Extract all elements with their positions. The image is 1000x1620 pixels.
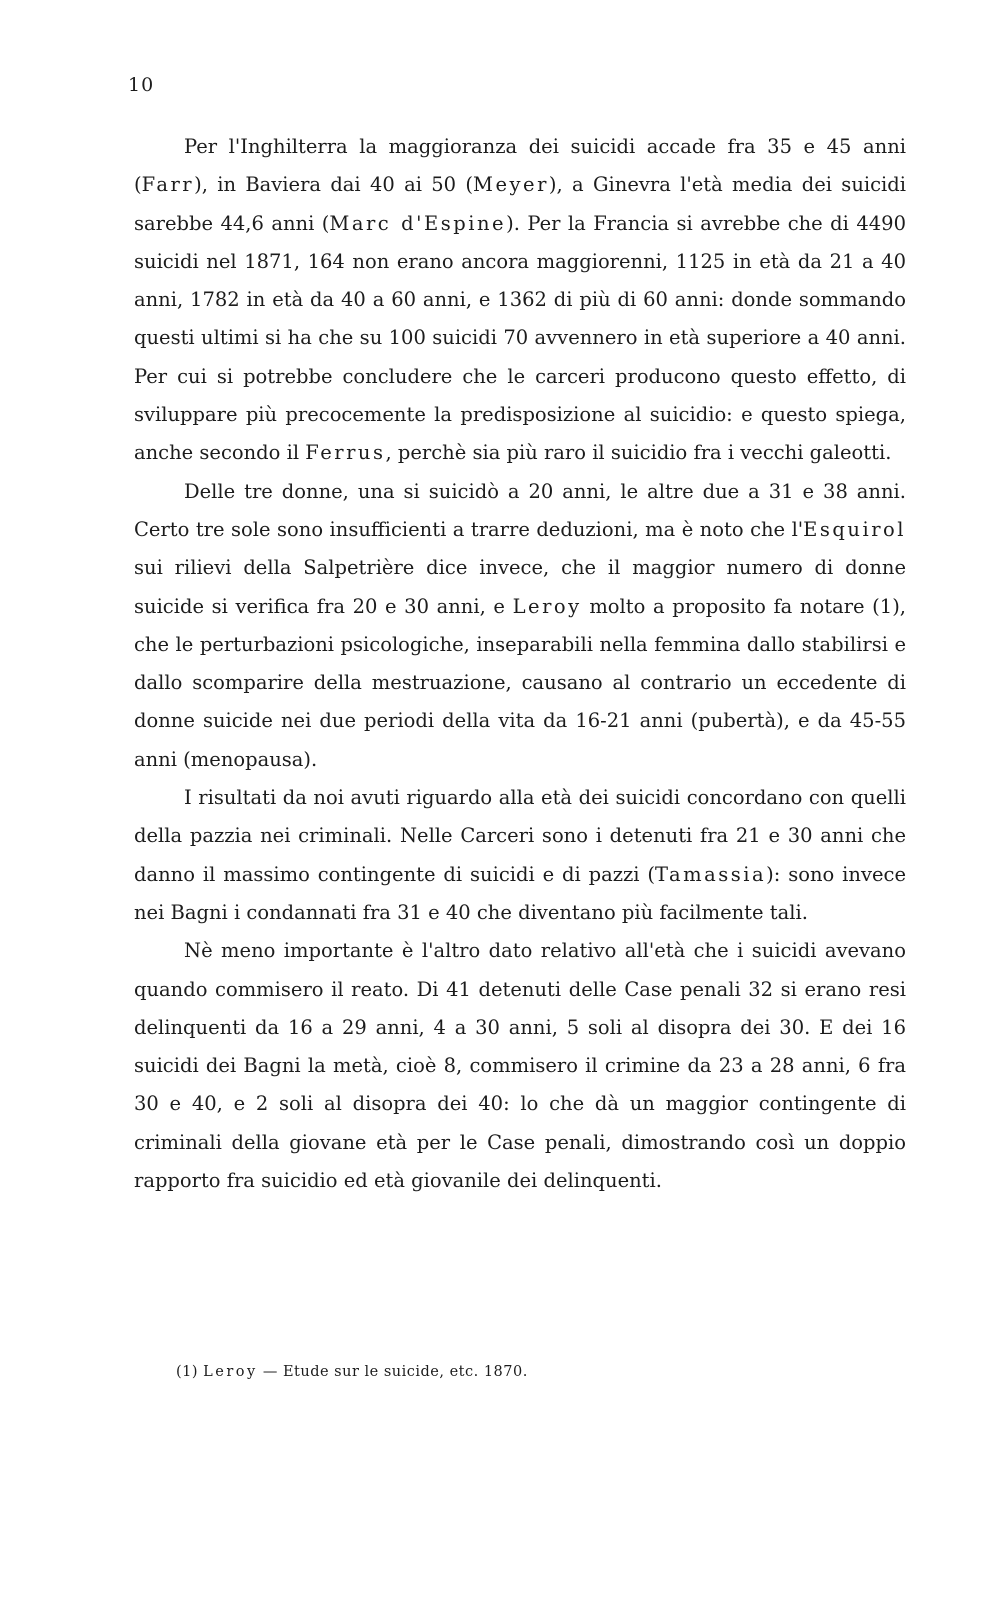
footnote-dash: — — [262, 1364, 278, 1380]
text-run: ). Per la Francia si avrebbe che di 4490 suicidi nel 1871, 164 non erano ancora maggiorenni, 1125 in età da 21 a 40 anni, 1782 in età da 40 a 60 anni, e 1362 di più di 60 anni: donde sommando questi ultimi si ha che su 100 suicidi 70 avvennero in età superiore a 40 anni. Per cui si potrebbe concludere che le carceri producono questo effetto, di sviluppare più precocemente la predisposizione al suicidio: e questo spiega, anche secondo il — [134, 211, 906, 465]
author-name: Marc d'Espine — [329, 211, 507, 235]
text-run: , perchè sia più raro il suicidio fra i vecchi galeotti. — [385, 441, 892, 465]
text-run: ), a Ginevra l'età media dei suicidi sarebbe 44,6 anni ( — [134, 173, 906, 235]
paragraph-3 — [134, 779, 906, 932]
page-number: 10 — [128, 74, 155, 96]
paragraph-1 — [134, 128, 906, 473]
text-run: ), in Baviera dai 40 ai 50 ( — [194, 173, 474, 197]
text-run: molto a proposito fa notare (1), che le perturbazioni psicologiche, inseparabili nella femmina dallo stabilirsi e dallo scomparire della mestruazione, causano al contrario un eccedente di donne suicide nei due periodi della vita da 16-21 anni (pubertà), e da 45-55 anni (menopausa). — [134, 594, 907, 771]
author-name: Farr — [141, 173, 195, 197]
paragraph-2 — [134, 473, 906, 779]
footnote — [176, 1364, 528, 1380]
footnote-author: Leroy — [203, 1364, 258, 1380]
text-run: Per l'Inghilterra la maggioranza dei suicidi accade fra 35 e 45 anni ( — [134, 135, 906, 197]
body-text — [134, 128, 906, 1200]
text-run: Nè meno importante è l'altro dato relativo all'età che i suicidi avevano quando commisero il reato. Di 41 detenuti delle Case penali 32 si erano resi delinquenti da 16 a 29 anni, 4 a 30 anni, 5 soli al disopra dei 30. E dei 16 suicidi dei Bagni la metà, cioè 8, commisero il crimine da 23 a 28 anni, 6 fra 30 e 40, e 2 soli al disopra dei 40: lo che dà un maggior contingente di criminali della giovane età per le Case penali, dimostrando così un doppio rapporto fra suicidio ed età giovanile dei delinquenti. — [134, 939, 906, 1193]
text-run: ): sono invece nei Bagni i condannati fra 31 e 40 che diventano più facilmente tali. — [134, 862, 906, 924]
paragraph-4 — [134, 932, 906, 1200]
text-run: I risultati da noi avuti riguardo alla età dei suicidi concordano con quelli della pazzia nei criminali. Nelle Carceri sono i detenuti fra 21 e 30 anni che danno il massimo contingente di suicidi e di pazzi ( — [134, 786, 906, 886]
author-name: Ferrus — [305, 441, 386, 465]
author-name: Meyer — [473, 173, 549, 197]
author-name: Tamassia — [655, 862, 767, 886]
author-name: Leroy — [512, 594, 582, 618]
footnote-text: Etude sur le suicide, etc. 1870. — [282, 1364, 528, 1380]
author-name: Esquirol — [803, 517, 906, 541]
text-run: Delle tre donne, una si suicidò a 20 anni, le altre due a 31 e 38 anni. Certo tre sole sono insufficienti a trarre deduzioni, ma è noto che l' — [134, 479, 906, 541]
text-run: sui rilievi della Salpetrière dice invece, che il maggior numero di donne suicide si verifica fra 20 e 30 anni, e — [134, 556, 906, 618]
footnote-marker: (1) — [176, 1364, 199, 1380]
